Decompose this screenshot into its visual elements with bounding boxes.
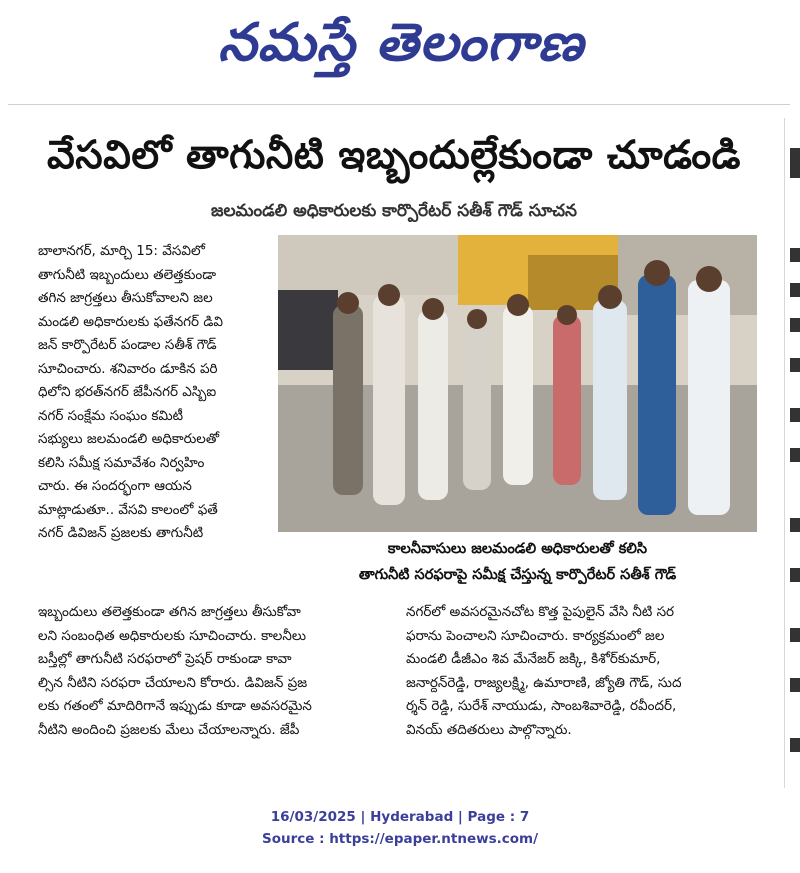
text-fragment (790, 448, 800, 462)
text-line: తాగునీటి ఇబ్బందులు తలెత్తకుండా (38, 266, 217, 283)
masthead-divider (8, 104, 790, 105)
photo-caption (278, 536, 757, 591)
text-line: ఇబ్బందులు తలెత్తకుండా తగిన జాగ్రత్తలు తీసుకోవా (38, 604, 301, 620)
news-article (14, 118, 776, 794)
text-fragment (790, 408, 800, 422)
text-line: మండలి అధికారులకు ఫతేనగర్ డివి (38, 313, 223, 330)
newspaper-title: నమస్తే తెలంగాణ (217, 13, 585, 73)
article-column-bottom-left (38, 601, 398, 742)
article-column-bottom-right (406, 601, 758, 742)
article-headline: వేసవిలో తాగునీటి ఇబ్బందుల్లేకుండా చూడండి (47, 133, 741, 178)
group-photo-illustration (278, 235, 757, 532)
text-fragment (790, 518, 800, 532)
page-footer (0, 806, 800, 850)
text-line: నీటిని అందించి ప్రజలకు మేలు చేయాలన్నారు. జేపీ (38, 721, 300, 738)
text-fragment (790, 283, 800, 297)
text-line: మండలి డీజీఎం శివ మేనేజర్ జక్కి, కిశోర్‌కుమార్, (406, 651, 661, 667)
text-line: బాలానగర్, మార్చి 15: వేసవిలో (38, 243, 205, 259)
masthead (0, 0, 800, 92)
text-fragment (790, 738, 800, 752)
edition-info: 16/03/2025 | Hyderabad | Page : 7 (270, 809, 530, 825)
news-photo (278, 235, 757, 532)
text-line: ల్సిన నీటిని సరఫరా చేయాలని కోరారు. డివిజన్ ప్రజ (38, 674, 308, 691)
text-line: సభ్యులు జలమండలి అధికారులతో (38, 431, 220, 447)
text-line: చారు. ఈ సందర్భంగా ఆయన (38, 478, 192, 494)
text-fragment (790, 678, 800, 692)
text-fragment (790, 248, 800, 262)
text-line: నగర్ డివిజన్ ప్రజలకు తాగునీటి (38, 525, 204, 541)
text-line: మాట్లాడుతూ.. వేసవి కాలంలో ఫతే (38, 501, 218, 518)
article-column-left (38, 240, 282, 546)
text-line: కలిసి సమీక్ష సమావేశం నిర్వహిం (38, 454, 205, 471)
text-line: ర్శన్ రెడ్డి, సురేశ్ నాయుడు, సాంబశివారెడ్డి, రవీందర్, (406, 698, 677, 714)
text-line: ధిలోని భరత్‌నగర్ జేపీనగర్ ఎస్బిఐ (38, 384, 217, 400)
article-sub-headline: జలమండలి అధికారులకు కార్పొరేటర్ సతీశ్ గౌడ్ సూచన (211, 201, 577, 221)
text-fragment (790, 148, 800, 178)
text-line: జనార్దన్‌రెడ్డి, రాజ్యలక్ష్మి, ఉమారాణి, జ్యోతి గౌడ్, సుద (406, 674, 682, 691)
column-divider (784, 118, 785, 788)
text-fragment (790, 568, 800, 582)
text-line: సూచించారు. శనివారం డూకిన పరి (38, 360, 218, 377)
text-fragment (790, 358, 800, 372)
text-fragment (790, 318, 800, 332)
adjacent-article-fragment (790, 118, 800, 794)
text-fragment (790, 628, 800, 642)
caption-line: కాలనీవాసులు జలమండలి అధికారులతో కలిసి (387, 541, 648, 557)
source-info: Source : https://epaper.ntnews.com/ (261, 831, 539, 847)
text-line: బస్తీల్లో తాగునీటి సరఫరాలో ప్రెషర్ రాకుండా కావా (38, 651, 292, 667)
text-line: నగర్‌లో అవసరమైనచోట కొత్త పైపులైన్ వేసి నీటి సర (406, 604, 675, 620)
caption-line: తాగునీటి సరఫరాపై సమీక్ష చేస్తున్న కార్పొరేటర్ సతీశ్ గౌడ్ (358, 567, 677, 583)
text-line: ఫరాను పెంచాలని సూచించారు. కార్యక్రమంలో జల (406, 627, 665, 644)
text-line: లకు గతంలో మాదిరిగానే ఇప్పుడు కూడా అవసరమైన (38, 698, 312, 714)
text-line: నగర్ సంక్షేమ సంఘం కమిటీ (38, 407, 184, 424)
text-line: లని సంబంధిత అధికారులకు సూచించారు. కాలనీలు (38, 627, 307, 644)
text-line: తగిన జాగ్రత్తలు తీసుకోవాలని జల (38, 290, 213, 306)
text-line: వినయ్ తదితరులు పాల్గొన్నారు. (406, 721, 572, 738)
text-line: జన్ కార్పొరేటర్ పండాల సతీశ్ గౌడ్ (38, 337, 217, 353)
